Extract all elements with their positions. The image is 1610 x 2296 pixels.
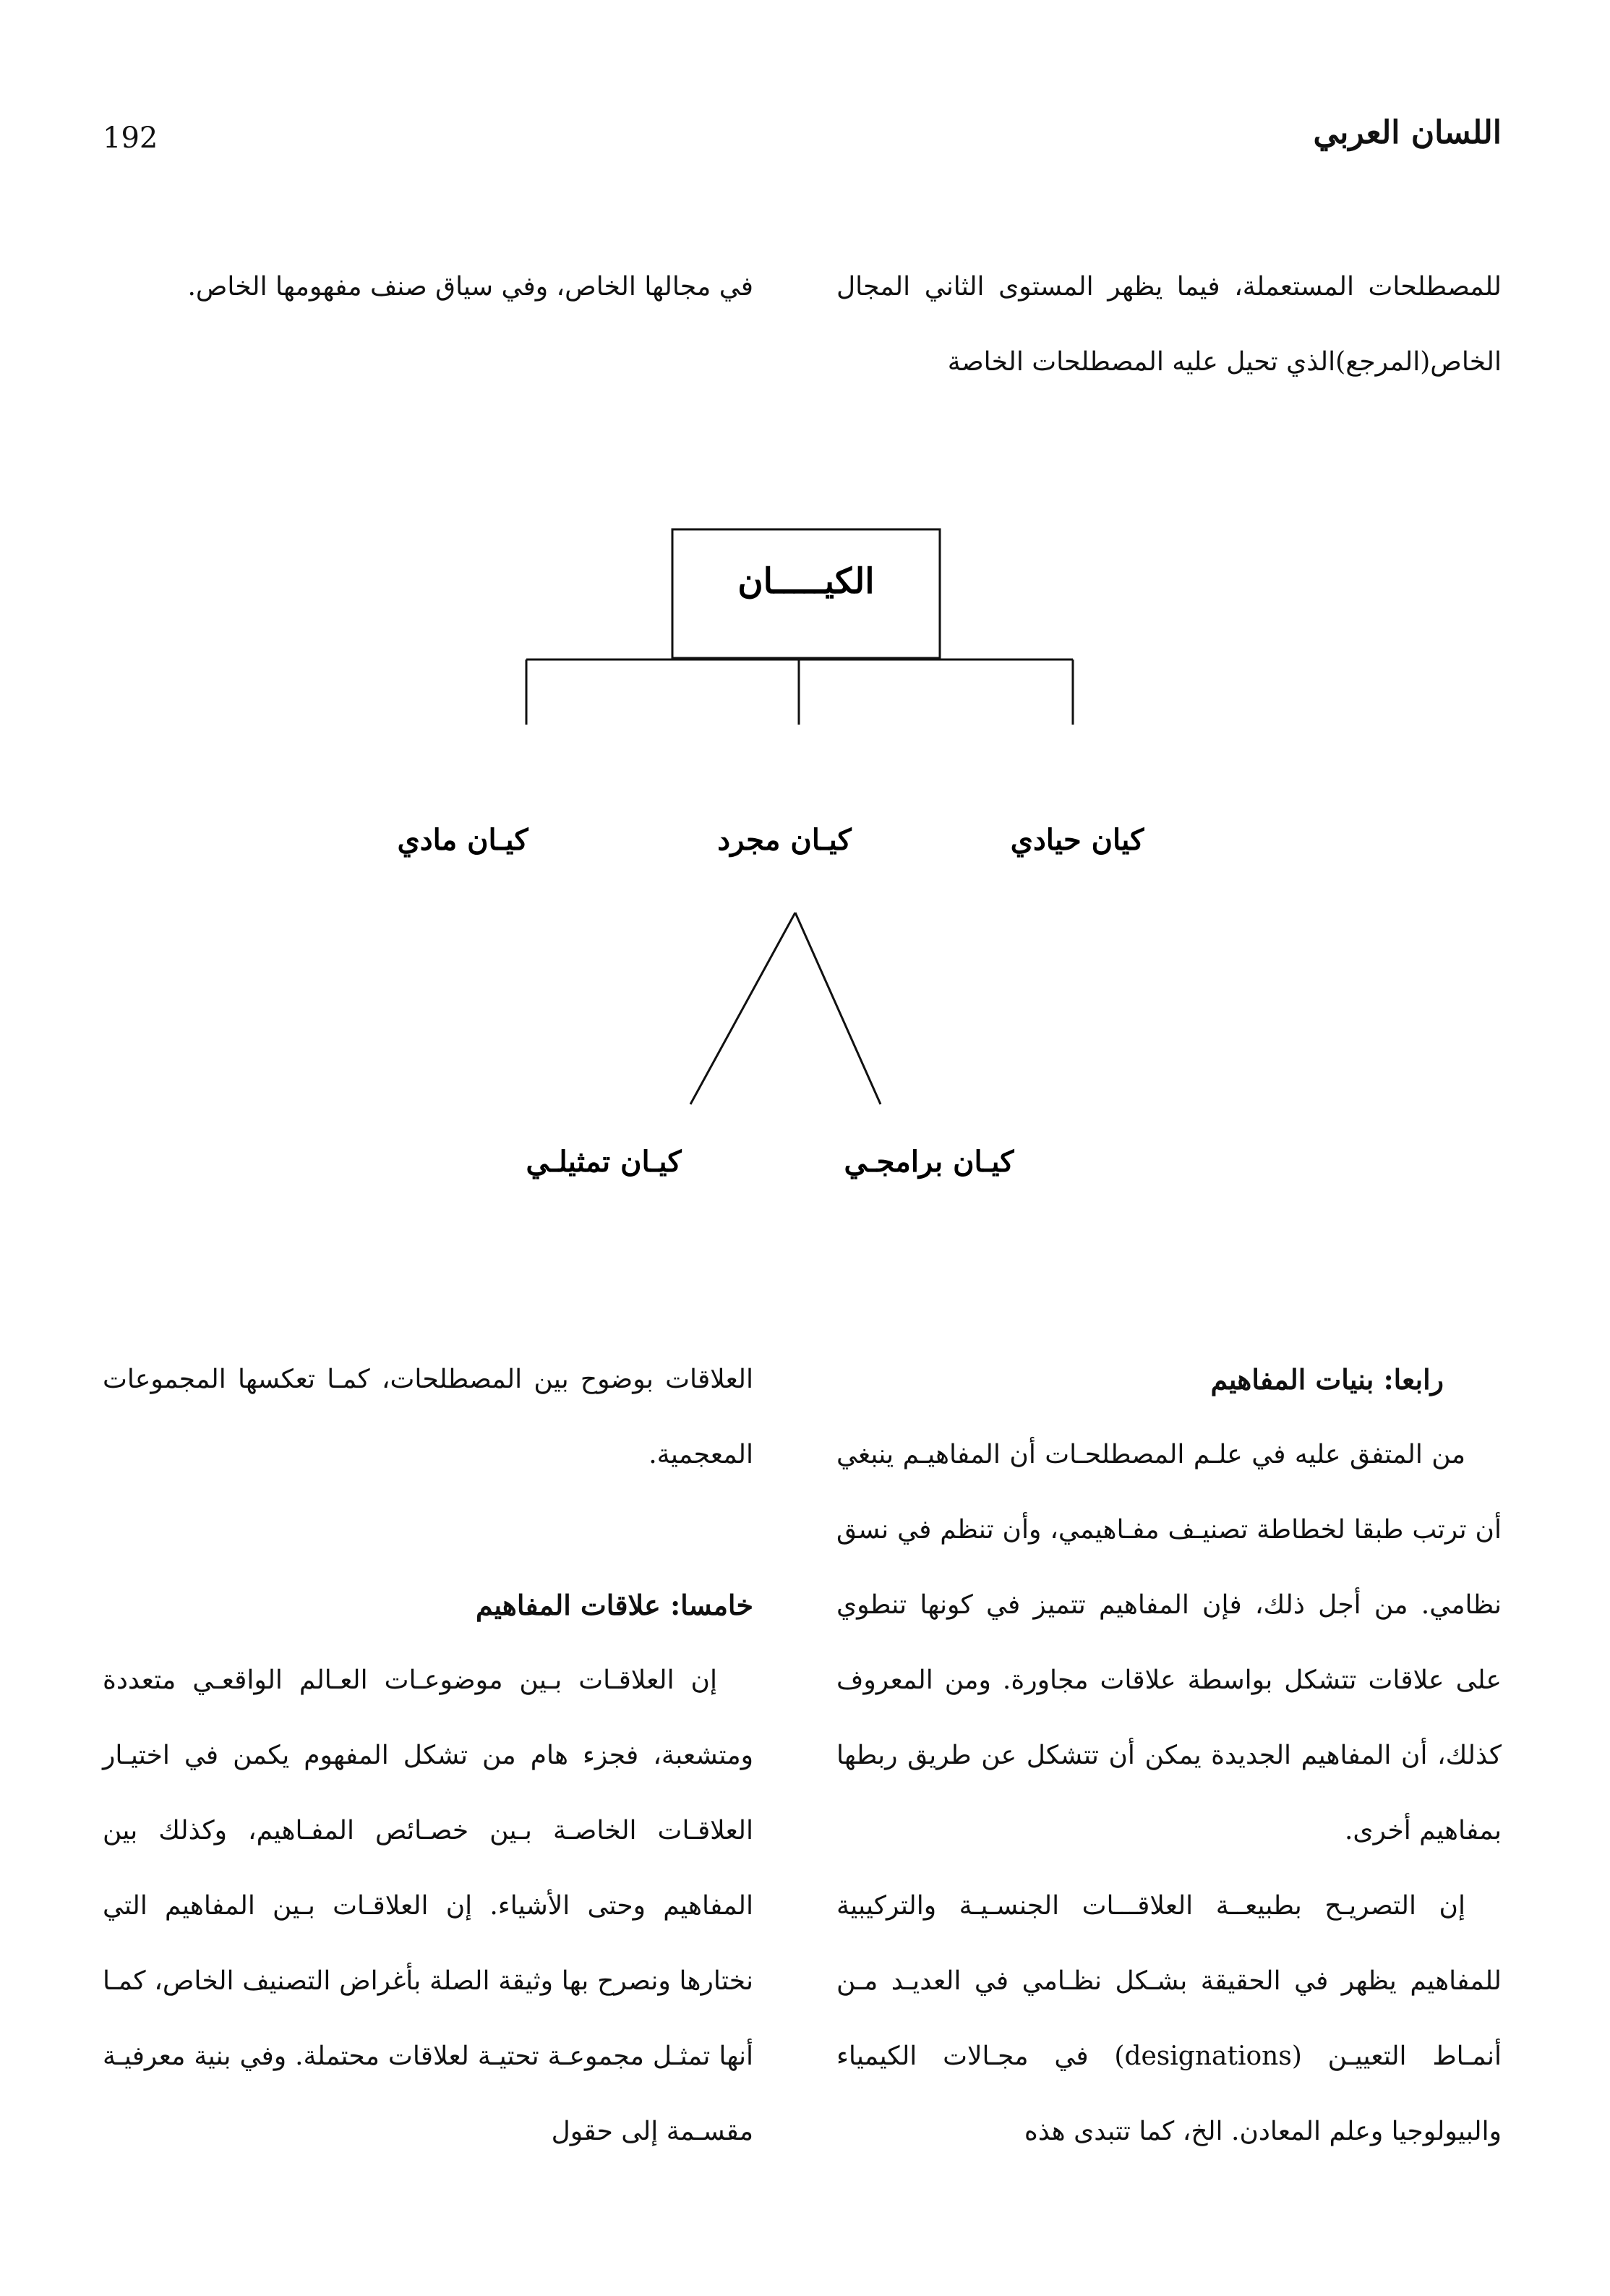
root-node: الكيـــــان [737, 561, 875, 602]
node-software-entity: كيـان برامجـي [844, 1145, 1014, 1179]
journal-logo: اللسان العربي [1313, 114, 1502, 151]
section5-heading: خامسا: علاقات المفاهيم [476, 1589, 753, 1621]
node-abstract-entity: كيـان مجرد [717, 823, 852, 857]
section5-body [103, 1643, 753, 2169]
node-material-entity: كيـان مادي [397, 823, 528, 857]
intro-left-column: في مجالها الخاص، وفي سياق صنف مفهومها الخاص. [187, 272, 753, 302]
branch-right-line [795, 913, 881, 1104]
node-representational-entity: كيـان تمثيلـي [526, 1145, 682, 1179]
section5-paragraph: إن العلاقـات بـين موضوعـات العـالم الواقعـي متعددة ومتشعبة، فجزء هام من تشكل المفهوم يكمن في اختيـار العلاقـات الخاصـة بـين خصـائص المفـاهيم، وكذلك بين المفاهيم وحتى الأشياء. إن العلاقـات بـين المفاهيم التي نختارها ونصرح بها وثيقة الصلة بأغراض التصنيف الخاص، كمـا أنها تمثـل مجموعـة تحتيـة لعلاقات محتملة. وفي بنية معرفيـة مقسـمة إلى حقول [103, 1665, 753, 2146]
section4-heading: رابعا: بنيات المفاهيم [1210, 1363, 1444, 1396]
intro-right-column: للمصطلحات المستعملة، فيما يظهر المستوى الثاني المجال الخاص(المرجع)الذي تحيل عليه المصطلحات الخاصة [836, 272, 1502, 377]
section4-paragraph-2: إن التصريـح بطبيعــة العلاقـــات الجنسـيـة والتركيبية للمفاهيم يظهر في الحقيقة بشـكل نظـامي في العديـد مـن أنمـاط التعييـن (designations) في مجـالات الكيمياء والبيولوجيا وعلم المعادن. الخ، كما تتبدى هذه [836, 1891, 1502, 2146]
section4-body [836, 1417, 1502, 2169]
section4-paragraph-1: من المتفق عليه في علـم المصطلحـات أن المفاهيـم ينبغي أن ترتب طبقا لخطاطة تصنيـف مفـاهيمي، وأن تنظم في نسق نظامي. من أجل ذلك، فإن المفاهيم تتميز في كونها تنطوي على علاقات تتشكل بواسطة علاقات مجاورة. ومن المعروف كذلك، أن المفاهيم الجديدة يمكن أن تتشكل عن طريق ربطها بمفاهيم أخرى. [836, 1440, 1502, 1845]
node-neutral-entity: كيان حيادي [1010, 823, 1144, 857]
branch-left-line [690, 913, 795, 1104]
page-number: 192 [103, 121, 158, 155]
left-column-continuation: العلاقات بوضوح بين المصطلحات، كمـا تعكسها المجموعات المعجمية. [103, 1365, 753, 1469]
